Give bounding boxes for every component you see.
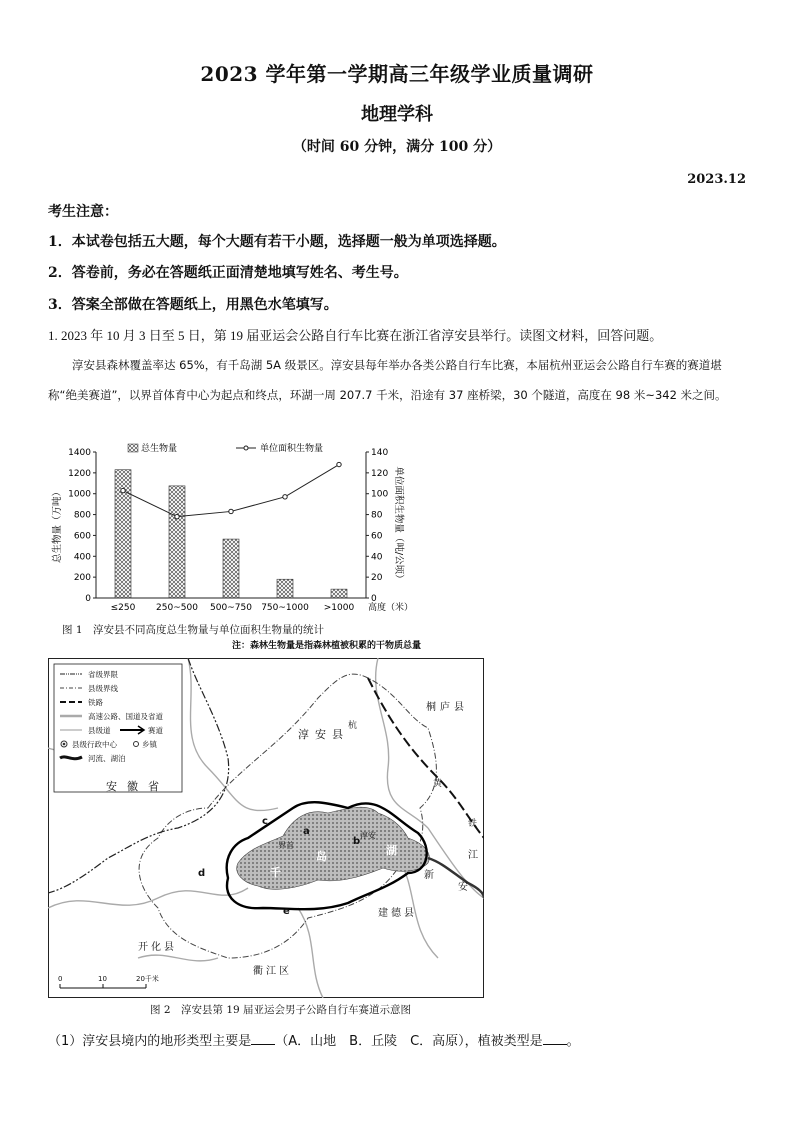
x-tick-label: 500~750 [210,603,252,613]
x-tick-label: >1000 [323,603,355,613]
notes-heading: 考生注意： [48,204,118,220]
left-tick-label: 0 [85,594,91,604]
line-point [175,514,179,518]
label-lake-3: 湖 [386,844,397,857]
legend-river: 河流、湖泊 [88,754,126,763]
left-tick-label: 400 [73,552,91,563]
label-jiande: 建德县 [378,908,417,919]
left-tick-label: 1200 [68,468,91,479]
label-lake-2: 岛 [316,850,327,863]
legend-rail: 铁路 [88,698,103,707]
right-tick-label: 60 [371,531,383,542]
exam-date: 2023.12 [687,172,746,187]
right-tick-label: 40 [371,552,383,563]
left-tick-label: 1000 [68,489,91,500]
right-tick-label: 100 [371,489,389,500]
left-tick-label: 1400 [68,448,91,458]
scale-10: 10 [98,975,107,983]
right-tick-label: 140 [371,448,389,458]
figure1-caption: 图 1 淳安县不同高度总生物量与单位面积生物量的统计 [62,624,325,636]
label-xin: 新 [424,870,434,881]
x-tick-label: 250~500 [156,603,198,613]
right-tick-label: 80 [371,510,383,521]
note-item: 1．本试卷包括五大题，每个大题有若干小题，选择题一般为单项选择题。 [48,234,506,250]
note-item: 2．答卷前，务必在答题纸正面清楚地填写姓名、考生号。 [48,265,408,281]
point-d: d [198,868,206,879]
duration-note: （时间 60 分钟，满分 100 分） [292,139,502,155]
label-lake-1: 千 [270,866,281,879]
bar-total-biomass [223,539,239,598]
answer-blank-vegetation[interactable] [543,1032,567,1045]
figure1-note: 注：森林生物量是指森林植被积累的干物质总量 [232,641,422,651]
subject-title: 地理学科 [361,104,433,125]
label-rail-3: 铁 [468,819,478,829]
label-kaihua: 开化县 [138,942,177,953]
label-rail-2: 黄 [433,779,443,789]
x-axis-label: 高度（米） [368,603,414,613]
point-c: c [262,816,268,827]
label-jieshou: 界首 [278,841,294,850]
legend-bar-swatch [128,444,138,452]
line-point [283,495,287,499]
point-a: a [303,826,310,837]
sub1-part-a: （1）淳安县境内的地形类型主要是 [48,1034,252,1049]
line-point [229,509,233,513]
label-jiang: 江 [468,850,478,861]
right-tick-label: 20 [371,573,383,584]
line-point [121,488,125,492]
bar-total-biomass [277,579,293,598]
legend-countyroad: 县级道 [88,726,111,735]
sub-question-1 [48,1030,580,1049]
left-tick-label: 800 [73,510,91,521]
legend-county: 县级界线 [88,684,118,693]
race-route-map [48,658,484,998]
legend-town: 乡镇 [142,740,157,749]
point-b: b [353,836,361,847]
label-chunan-town: 淳安 [360,831,376,840]
label-tonglu: 桐庐县 [426,702,468,713]
figure2-caption: 图 2 淳安县第 19 届亚运会男子公路自行车赛道示意图 [150,1004,412,1016]
line-point [337,462,341,466]
biomass-chart [48,440,428,620]
x-tick-label: ≤250 [110,603,136,613]
left-tick-label: 200 [73,573,91,584]
bar-total-biomass [169,486,185,598]
answer-blank-landform[interactable] [251,1032,275,1045]
label-an: 安 [458,882,468,893]
scale-20: 20千米 [136,975,159,983]
legend-line-label: 单位面积生物量 [260,444,324,454]
left-axis-label: 总生物量（万吨） [52,486,63,564]
label-anhui: 安徽省 [106,780,169,793]
point-e: e [283,906,290,917]
question-stem: 1. 2023 年 10 月 3 日至 5 日，第 19 届亚运会公路自行车比赛在浙江省淳安县举行。读图文材料，回答问题。 [48,328,663,343]
label-qujiang: 衢江区 [253,966,292,977]
legend-bar-label: 总生物量 [141,444,178,454]
x-tick-label: 750~1000 [261,603,309,613]
note-item: 3．答案全部做在答题纸上，用黑色水笔填写。 [48,297,338,313]
right-tick-label: 0 [371,594,377,604]
label-chunan: 淳安县 [298,728,349,741]
legend-line-marker [244,446,248,450]
scale-0: 0 [58,975,63,983]
label-rail-1: 杭 [348,721,358,731]
legend-highway: 高速公路、国道及省道 [88,712,163,721]
bar-total-biomass [331,589,347,598]
left-tick-label: 600 [73,531,91,542]
legend-river-line [60,757,82,759]
material-paragraph: 淳安县森林覆盖率达 65%，有千岛湖 5A 级景区。淳安县每年举办各类公路自行车比赛，本届杭州亚运会公路自行车赛的赛道堪称“绝美赛道”，以界首体育中心为起点和终点，环湖一周 207.7 千米，沿途有 37 座桥梁，30 个隧道，高度在 98 米~342 米之间。 [48,358,727,402]
sub1-part-b: （A．山地 B．丘陵 C．高原），植被类型是 [275,1034,543,1049]
right-axis-label: 单位面积生物量（吨/公顷） [393,466,404,584]
exam-title: 2023 学年第一学期高三年级学业质量调研 [200,62,594,86]
right-tick-label: 120 [371,468,389,479]
legend-province: 省级界限 [88,670,118,679]
legend-track: 赛道 [148,726,163,735]
legend-county-center: 县级行政中心 [72,740,117,749]
sub1-part-c: 。 [566,1034,580,1049]
